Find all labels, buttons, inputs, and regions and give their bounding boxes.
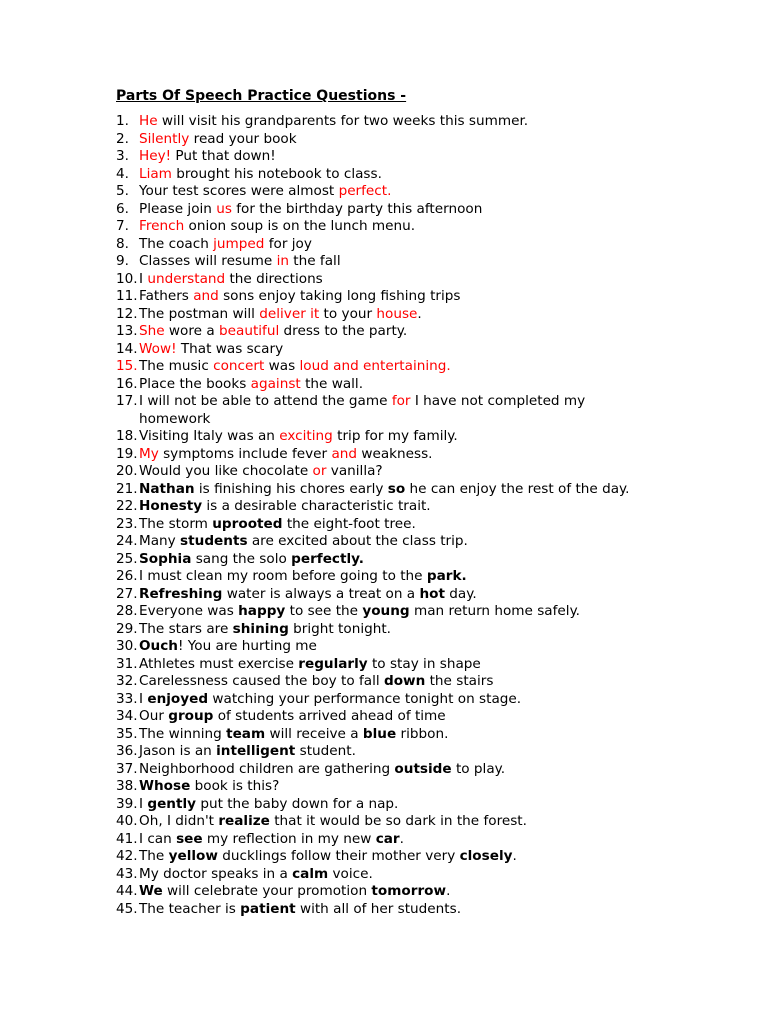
bold-word: regularly bbox=[298, 655, 368, 672]
text-segment: the eight-foot tree. bbox=[282, 515, 416, 532]
highlighted-word: or bbox=[312, 463, 327, 479]
question-number: 42. bbox=[116, 848, 138, 864]
text-segment: student. bbox=[295, 743, 356, 759]
text-segment: The stars are bbox=[139, 620, 233, 637]
highlighted-word: concert bbox=[213, 358, 265, 374]
question-number: 1. bbox=[116, 113, 129, 129]
text-segment: Put that down! bbox=[171, 148, 276, 164]
text-segment: man return home safely. bbox=[409, 603, 580, 619]
bold-word: Sophia bbox=[139, 550, 192, 567]
text-segment: watching your performance tonight on stage. bbox=[208, 690, 522, 707]
question-item bbox=[116, 621, 676, 639]
text-segment: water is always a treat on a bbox=[222, 585, 420, 602]
question-item bbox=[116, 673, 676, 691]
question-number: 43. bbox=[116, 865, 138, 882]
text-segment: . bbox=[512, 848, 517, 864]
question-number: 2. bbox=[116, 130, 129, 147]
question-item bbox=[116, 516, 676, 534]
bold-word: outside bbox=[394, 760, 452, 777]
question-text bbox=[139, 236, 659, 254]
text-segment: ducklings follow their mother very bbox=[217, 848, 460, 864]
text-segment: was bbox=[264, 358, 300, 374]
question-text bbox=[139, 183, 659, 201]
question-text bbox=[139, 586, 659, 604]
text-segment: Many bbox=[139, 533, 181, 549]
bold-word: gently bbox=[147, 795, 196, 812]
question-item bbox=[116, 218, 676, 236]
question-item bbox=[116, 376, 676, 394]
question-number: 3. bbox=[116, 148, 129, 164]
bold-word: happy bbox=[238, 603, 286, 619]
question-item bbox=[116, 236, 676, 254]
text-segment: for the birthday party this afternoon bbox=[231, 200, 483, 217]
question-text bbox=[139, 708, 659, 726]
text-segment: The postman will bbox=[139, 305, 260, 322]
question-item bbox=[116, 866, 676, 884]
bold-word: team bbox=[226, 725, 266, 742]
text-segment: put the baby down for a nap. bbox=[196, 795, 399, 812]
text-segment: brought his notebook to class. bbox=[171, 165, 382, 182]
question-item bbox=[116, 271, 676, 289]
question-item bbox=[116, 813, 676, 831]
question-number: 45. bbox=[116, 900, 138, 917]
question-item bbox=[116, 148, 676, 166]
question-number: 5. bbox=[116, 183, 129, 199]
text-segment: Our bbox=[139, 708, 169, 724]
question-item bbox=[116, 113, 676, 131]
text-segment: bright tonight. bbox=[288, 620, 391, 637]
text-segment: That was scary bbox=[176, 340, 284, 357]
question-item bbox=[116, 603, 676, 621]
question-text bbox=[139, 796, 659, 814]
text-segment: to your bbox=[319, 305, 377, 322]
text-segment: with all of her students. bbox=[295, 900, 462, 917]
bold-word: uprooted bbox=[212, 515, 283, 532]
question-item bbox=[116, 743, 676, 761]
question-text bbox=[139, 271, 659, 289]
bold-word: realize bbox=[218, 813, 270, 829]
text-segment: Place the books bbox=[139, 375, 251, 392]
text-segment: The winning bbox=[139, 725, 227, 742]
text-segment: to see the bbox=[285, 603, 363, 619]
question-number: 40. bbox=[116, 813, 138, 829]
text-segment: I will not be able to attend the game bbox=[139, 393, 392, 409]
question-item bbox=[116, 778, 676, 796]
question-item bbox=[116, 201, 676, 219]
highlighted-word: and bbox=[331, 445, 358, 462]
text-segment: I have not completed my homework bbox=[139, 393, 586, 427]
highlighted-word: loud and entertaining. bbox=[299, 358, 451, 374]
text-segment: My doctor speaks in a bbox=[139, 865, 293, 882]
text-segment: my reflection in my new bbox=[202, 830, 376, 847]
question-item bbox=[116, 288, 676, 306]
question-item bbox=[116, 586, 676, 604]
highlighted-word: house bbox=[376, 305, 418, 322]
question-number: 33. bbox=[116, 690, 138, 707]
text-segment: . bbox=[446, 883, 451, 899]
text-segment: sang the solo bbox=[191, 550, 292, 567]
question-text bbox=[139, 393, 659, 428]
question-text bbox=[139, 463, 659, 481]
highlighted-word: She bbox=[139, 323, 165, 339]
bold-word: group bbox=[168, 708, 214, 724]
question-number: 8. bbox=[116, 235, 129, 252]
question-text bbox=[139, 306, 659, 324]
text-segment: I bbox=[139, 270, 148, 287]
text-segment: sons enjoy taking long fishing trips bbox=[218, 288, 461, 304]
question-number: 24. bbox=[116, 533, 138, 549]
highlighted-word: deliver it bbox=[259, 305, 320, 322]
text-segment: to play. bbox=[451, 760, 506, 777]
question-item bbox=[116, 551, 676, 569]
question-text bbox=[139, 831, 659, 849]
question-number: 11. bbox=[116, 288, 138, 304]
question-text bbox=[139, 866, 659, 884]
question-text bbox=[139, 656, 659, 674]
text-segment: The music bbox=[139, 358, 214, 374]
question-text bbox=[139, 481, 659, 499]
question-text bbox=[139, 341, 659, 359]
text-segment: will visit his grandparents for two weeks this summer. bbox=[157, 113, 529, 129]
question-number: 20. bbox=[116, 463, 138, 479]
question-number: 41. bbox=[116, 830, 138, 847]
text-segment: . bbox=[417, 305, 422, 322]
question-item bbox=[116, 341, 676, 359]
text-segment: for joy bbox=[264, 235, 312, 252]
question-text bbox=[139, 376, 659, 394]
question-number: 21. bbox=[116, 480, 138, 497]
page-title: Parts Of Speech Practice Questions - bbox=[116, 88, 407, 104]
bold-word: Ouch bbox=[139, 638, 178, 654]
text-segment: I bbox=[139, 690, 148, 707]
question-item bbox=[116, 796, 676, 814]
text-segment: . bbox=[399, 830, 404, 847]
question-text bbox=[139, 218, 659, 236]
text-segment: the directions bbox=[225, 270, 323, 287]
question-number: 7. bbox=[116, 218, 129, 234]
highlighted-word: and bbox=[193, 288, 219, 304]
question-item bbox=[116, 831, 676, 849]
text-segment: he can enjoy the rest of the day. bbox=[405, 480, 630, 497]
question-text bbox=[139, 113, 659, 131]
bold-word: closely bbox=[459, 848, 513, 864]
question-text bbox=[139, 778, 659, 796]
question-list bbox=[116, 113, 676, 918]
question-number: 13. bbox=[116, 323, 138, 339]
text-segment: the stairs bbox=[425, 673, 494, 689]
question-text bbox=[139, 201, 659, 219]
question-item bbox=[116, 901, 676, 919]
bold-word: car bbox=[375, 830, 400, 847]
question-item bbox=[116, 166, 676, 184]
text-segment: The bbox=[139, 848, 169, 864]
question-number: 10. bbox=[116, 270, 138, 287]
text-segment: Neighborhood children are gathering bbox=[139, 760, 395, 777]
highlighted-word: understand bbox=[147, 270, 226, 287]
text-segment: day. bbox=[444, 585, 477, 602]
question-number: 17. bbox=[116, 393, 138, 409]
question-item bbox=[116, 883, 676, 901]
bold-word: tomorrow bbox=[371, 883, 447, 899]
question-number: 35. bbox=[116, 725, 138, 742]
question-item bbox=[116, 638, 676, 656]
bold-word: see bbox=[176, 830, 203, 847]
text-segment: to stay in shape bbox=[367, 655, 481, 672]
question-text bbox=[139, 498, 659, 516]
question-item bbox=[116, 656, 676, 674]
text-segment: voice. bbox=[328, 865, 373, 882]
question-number: 15. bbox=[116, 358, 138, 374]
question-text bbox=[139, 603, 659, 621]
highlighted-word: My bbox=[139, 445, 159, 462]
bold-word: Refreshing bbox=[139, 585, 223, 602]
text-segment: vanilla? bbox=[326, 463, 383, 479]
question-text bbox=[139, 813, 659, 831]
question-item bbox=[116, 568, 676, 586]
highlighted-word: for bbox=[391, 393, 411, 409]
question-text bbox=[139, 446, 659, 464]
question-text bbox=[139, 901, 659, 919]
question-number: 37. bbox=[116, 760, 138, 777]
text-segment: Jason is an bbox=[139, 743, 217, 759]
text-segment: that it would be so dark in the forest. bbox=[269, 813, 527, 829]
highlighted-word: Silently bbox=[139, 130, 190, 147]
text-segment: ! You are hurting me bbox=[177, 638, 317, 654]
question-item bbox=[116, 428, 676, 446]
text-segment: will receive a bbox=[265, 725, 363, 742]
question-number: 23. bbox=[116, 515, 138, 532]
bold-word: Honesty bbox=[139, 498, 203, 514]
question-text bbox=[139, 551, 659, 569]
question-item bbox=[116, 446, 676, 464]
bold-word: blue bbox=[362, 725, 397, 742]
text-segment: book is this? bbox=[190, 778, 280, 794]
bold-word: calm bbox=[292, 865, 329, 882]
question-item bbox=[116, 848, 676, 866]
question-item bbox=[116, 708, 676, 726]
text-segment: I can bbox=[139, 830, 177, 847]
bold-word: patient bbox=[240, 900, 296, 917]
highlighted-word: jumped bbox=[213, 235, 265, 252]
question-item bbox=[116, 393, 676, 428]
highlighted-word: Hey! bbox=[139, 148, 172, 164]
text-segment: onion soup is on the lunch menu. bbox=[184, 218, 416, 234]
question-item bbox=[116, 691, 676, 709]
question-item bbox=[116, 358, 676, 376]
question-number: 31. bbox=[116, 655, 138, 672]
question-number: 19. bbox=[116, 445, 138, 462]
text-segment: dress to the party. bbox=[279, 323, 408, 339]
bold-word: park. bbox=[426, 568, 467, 584]
text-segment: The teacher is bbox=[139, 900, 241, 917]
question-text bbox=[139, 691, 659, 709]
bold-word: hot bbox=[419, 585, 445, 602]
highlighted-word: beautiful bbox=[219, 323, 280, 339]
question-text bbox=[139, 848, 659, 866]
highlighted-word: French bbox=[139, 218, 185, 234]
bold-word: young bbox=[362, 603, 410, 619]
question-number: 36. bbox=[116, 743, 138, 759]
bold-word: perfectly. bbox=[291, 550, 364, 567]
bold-word: enjoyed bbox=[147, 690, 209, 707]
question-text bbox=[139, 428, 659, 446]
question-number: 9. bbox=[116, 253, 129, 269]
text-segment: Visiting Italy was an bbox=[139, 428, 280, 444]
question-number: 18. bbox=[116, 428, 138, 444]
question-text bbox=[139, 743, 659, 761]
question-text bbox=[139, 673, 659, 691]
question-number: 30. bbox=[116, 638, 138, 654]
question-text bbox=[139, 516, 659, 534]
bold-word: yellow bbox=[168, 848, 218, 864]
question-item bbox=[116, 761, 676, 779]
text-segment: Athletes must exercise bbox=[139, 655, 299, 672]
text-segment: Oh, I didn't bbox=[139, 813, 219, 829]
text-segment: the wall. bbox=[300, 375, 364, 392]
question-item bbox=[116, 463, 676, 481]
highlighted-word: Wow! bbox=[139, 340, 177, 357]
text-segment: I must clean my room before going to the bbox=[139, 568, 427, 584]
question-item bbox=[116, 131, 676, 149]
text-segment: The storm bbox=[139, 515, 213, 532]
text-segment: Would you like chocolate bbox=[139, 463, 313, 479]
text-segment: ribbon. bbox=[396, 725, 449, 742]
question-text bbox=[139, 288, 659, 306]
question-number: 4. bbox=[116, 165, 129, 182]
text-segment: the fall bbox=[288, 253, 341, 269]
text-segment: trip for my family. bbox=[332, 428, 458, 444]
text-segment: Classes will resume bbox=[139, 253, 277, 269]
question-text bbox=[139, 166, 659, 184]
text-segment: Your test scores were almost bbox=[139, 183, 339, 199]
question-text bbox=[139, 323, 659, 341]
highlighted-word: exciting bbox=[279, 428, 333, 444]
text-segment: will celebrate your promotion bbox=[162, 883, 372, 899]
question-number: 38. bbox=[116, 778, 138, 794]
question-item bbox=[116, 306, 676, 324]
question-text bbox=[139, 533, 659, 551]
bold-word: shining bbox=[232, 620, 289, 637]
question-number: 34. bbox=[116, 708, 138, 724]
text-segment: Everyone was bbox=[139, 603, 239, 619]
text-segment: are excited about the class trip. bbox=[247, 533, 468, 549]
question-number: 16. bbox=[116, 375, 138, 392]
bold-word: Whose bbox=[139, 778, 191, 794]
question-number: 29. bbox=[116, 620, 138, 637]
text-segment: is a desirable characteristic trait. bbox=[202, 498, 431, 514]
question-number: 39. bbox=[116, 795, 138, 812]
question-text bbox=[139, 638, 659, 656]
question-number: 44. bbox=[116, 883, 138, 899]
question-number: 26. bbox=[116, 568, 138, 584]
text-segment: Please join bbox=[139, 200, 217, 217]
highlighted-word: Liam bbox=[139, 165, 172, 182]
question-item bbox=[116, 183, 676, 201]
text-segment: Fathers bbox=[139, 288, 194, 304]
text-segment: symptoms include fever bbox=[158, 445, 332, 462]
text-segment: Carelessness caused the boy to fall bbox=[139, 673, 384, 689]
question-number: 14. bbox=[116, 340, 138, 357]
question-number: 12. bbox=[116, 305, 138, 322]
bold-word: We bbox=[139, 883, 163, 899]
highlighted-word: perfect. bbox=[338, 183, 392, 199]
question-text bbox=[139, 761, 659, 779]
question-item bbox=[116, 498, 676, 516]
question-text bbox=[139, 568, 659, 586]
bold-word: Nathan bbox=[139, 480, 195, 497]
question-text bbox=[139, 621, 659, 639]
bold-word: down bbox=[383, 673, 426, 689]
question-text bbox=[139, 726, 659, 744]
question-item bbox=[116, 533, 676, 551]
text-segment: I bbox=[139, 795, 148, 812]
highlighted-word: us bbox=[216, 200, 232, 217]
question-text bbox=[139, 883, 659, 901]
text-segment: weakness. bbox=[357, 445, 433, 462]
question-number: 6. bbox=[116, 200, 129, 217]
question-item bbox=[116, 481, 676, 499]
text-segment: of students arrived ahead of time bbox=[213, 708, 446, 724]
highlighted-word: against bbox=[250, 375, 301, 392]
bold-word: students bbox=[180, 533, 248, 549]
question-text bbox=[139, 358, 659, 376]
question-text bbox=[139, 148, 659, 166]
question-number: 32. bbox=[116, 673, 138, 689]
question-number: 25. bbox=[116, 550, 138, 567]
question-item bbox=[116, 726, 676, 744]
bold-word: intelligent bbox=[216, 743, 296, 759]
highlighted-word: He bbox=[139, 113, 158, 129]
question-item bbox=[116, 253, 676, 271]
question-number: 22. bbox=[116, 498, 138, 514]
highlighted-word: in bbox=[276, 253, 289, 269]
question-item bbox=[116, 323, 676, 341]
question-text bbox=[139, 253, 659, 271]
question-text bbox=[139, 131, 659, 149]
text-segment: The coach bbox=[139, 235, 214, 252]
text-segment: read your book bbox=[189, 130, 297, 147]
bold-word: so bbox=[387, 480, 406, 497]
text-segment: wore a bbox=[164, 323, 219, 339]
question-number: 28. bbox=[116, 603, 138, 619]
question-number: 27. bbox=[116, 585, 138, 602]
text-segment: is finishing his chores early bbox=[194, 480, 388, 497]
